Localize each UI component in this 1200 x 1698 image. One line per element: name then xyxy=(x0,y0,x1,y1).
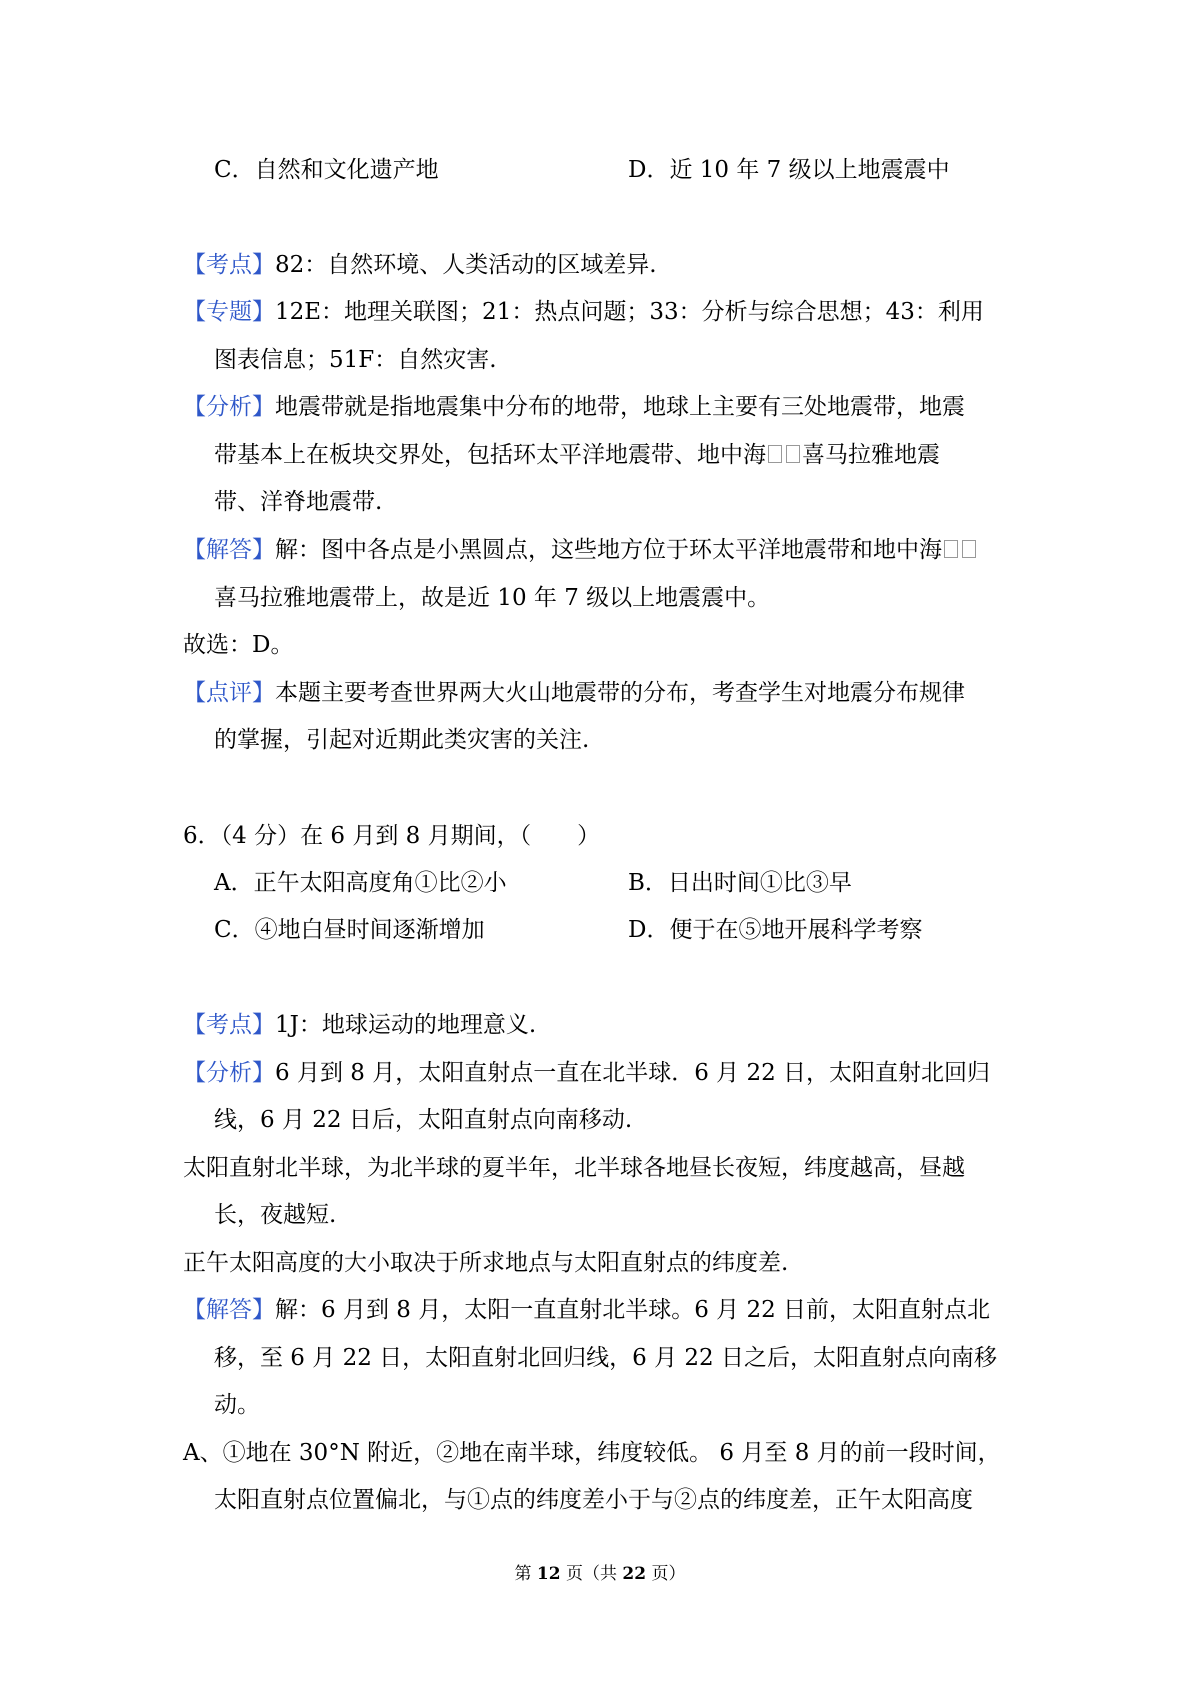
fenxi-text: 地震带就是指地震集中分布的地带，地球上主要有三处地震带，地震 xyxy=(275,394,965,420)
dianping-tag: 【点评】 xyxy=(183,680,275,706)
q6-option-a: A．正午太阳高度角①比②小 xyxy=(214,870,507,896)
q6-kaodian xyxy=(183,1010,536,1040)
q5-zhuanti-line2: 图表信息；51F：自然灾害. xyxy=(214,347,497,373)
q6-para1-line2: 长，夜越短. xyxy=(214,1202,337,1228)
jieda-text: 解：图中各点是小黑圆点，这些地方位于环太平洋地震带和地中海 xyxy=(275,537,942,563)
fenxi-line2-part1: 带基本上在板块交界处，包括环太平洋地震带、地中海 xyxy=(214,442,766,468)
q5-kaodian xyxy=(183,250,657,280)
q5-answer: 故选：D。 xyxy=(183,632,294,658)
q6-jieda-line2: 移，至 6 月 22 日，太阳直射北回归线，6 月 22 日之后，太阳直射点向南移 xyxy=(214,1345,997,1371)
zhuanti-tag: 【专题】 xyxy=(183,299,275,325)
prev-option-c: C．自然和文化遗产地 xyxy=(214,157,439,183)
q5-dianping-line2: 的掌握，引起对近期此类灾害的关注. xyxy=(214,727,590,753)
kaodian-tag: 【考点】 xyxy=(183,252,275,278)
missing-glyph-box xyxy=(944,540,958,558)
q6-option-a-analysis-line2: 太阳直射点位置偏北，与①点的纬度差小于与②点的纬度差，正午太阳高度 xyxy=(214,1487,973,1513)
jieda-tag: 【解答】 xyxy=(183,1297,275,1323)
q5-fenxi-line3: 带、洋脊地震带. xyxy=(214,489,383,515)
missing-glyph-box xyxy=(786,445,800,463)
q5-dianping-line1 xyxy=(183,678,965,708)
q6-para2: 正午太阳高度的大小取决于所求地点与太阳直射点的纬度差. xyxy=(183,1250,789,1276)
q5-fenxi-line1 xyxy=(183,392,965,422)
kaodian-text: 82：自然环境、人类活动的区域差异. xyxy=(275,252,657,278)
kaodian-tag: 【考点】 xyxy=(183,1012,275,1038)
missing-glyph-box xyxy=(962,540,976,558)
q6-para1-line1: 太阳直射北半球，为北半球的夏半年，北半球各地昼长夜短，纬度越高，昼越 xyxy=(183,1155,965,1181)
fenxi-text: 6 月到 8 月，太阳直射点一直在北半球．6 月 22 日，太阳直射北回归 xyxy=(275,1060,991,1086)
q6-fenxi-line2: 线，6 月 22 日后，太阳直射点向南移动. xyxy=(214,1107,633,1133)
dianping-text: 本题主要考查世界两大火山地震带的分布，考查学生对地震分布规律 xyxy=(275,680,965,706)
q5-jieda-line2: 喜马拉雅地震带上，故是近 10 年 7 级以上地震震中。 xyxy=(214,585,771,611)
q6-option-b: B．日出时间①比③早 xyxy=(628,870,852,896)
q6-option-a-analysis-line1: A、①地在 30°N 附近，②地在南半球，纬度较低。 6 月至 8 月的前一段时间， xyxy=(183,1440,1001,1466)
fenxi-line2-part2: 喜马拉雅地震 xyxy=(802,442,940,468)
q6-fenxi-line1 xyxy=(183,1058,990,1088)
jieda-tag: 【解答】 xyxy=(183,537,275,563)
fenxi-tag: 【分析】 xyxy=(183,1060,275,1086)
missing-glyph-box xyxy=(768,445,782,463)
page-footer xyxy=(0,1562,1200,1586)
q5-fenxi-line2 xyxy=(214,440,940,470)
zhuanti-text: 12E：地理关联图；21：热点问题；33：分析与综合思想；43：利用 xyxy=(275,299,984,325)
q6-jieda-line1 xyxy=(183,1295,990,1325)
q5-jieda-line1 xyxy=(183,535,978,565)
q6-option-d: D．便于在⑤地开展科学考察 xyxy=(628,917,923,943)
jieda-text: 解：6 月到 8 月，太阳一直直射北半球。6 月 22 日前，太阳直射点北 xyxy=(275,1297,991,1323)
q6-option-c: C．④地白昼时间逐渐增加 xyxy=(214,917,485,943)
footer-prefix: 第 xyxy=(514,1564,532,1584)
footer-page-number: 12 xyxy=(536,1564,561,1584)
footer-total-pages: 22 xyxy=(622,1564,647,1584)
kaodian-text: 1J：地球运动的地理意义. xyxy=(275,1012,537,1038)
q6-stem: 6．（4 分）在 6 月到 8 月期间，（ ） xyxy=(183,823,601,849)
fenxi-tag: 【分析】 xyxy=(183,394,275,420)
footer-mid: 页（共 xyxy=(566,1564,617,1584)
footer-suffix: 页） xyxy=(651,1564,686,1584)
q5-zhuanti-line1 xyxy=(183,297,984,327)
prev-option-d: D．近 10 年 7 级以上地震震中 xyxy=(628,157,950,183)
q6-jieda-line3: 动。 xyxy=(214,1392,260,1418)
